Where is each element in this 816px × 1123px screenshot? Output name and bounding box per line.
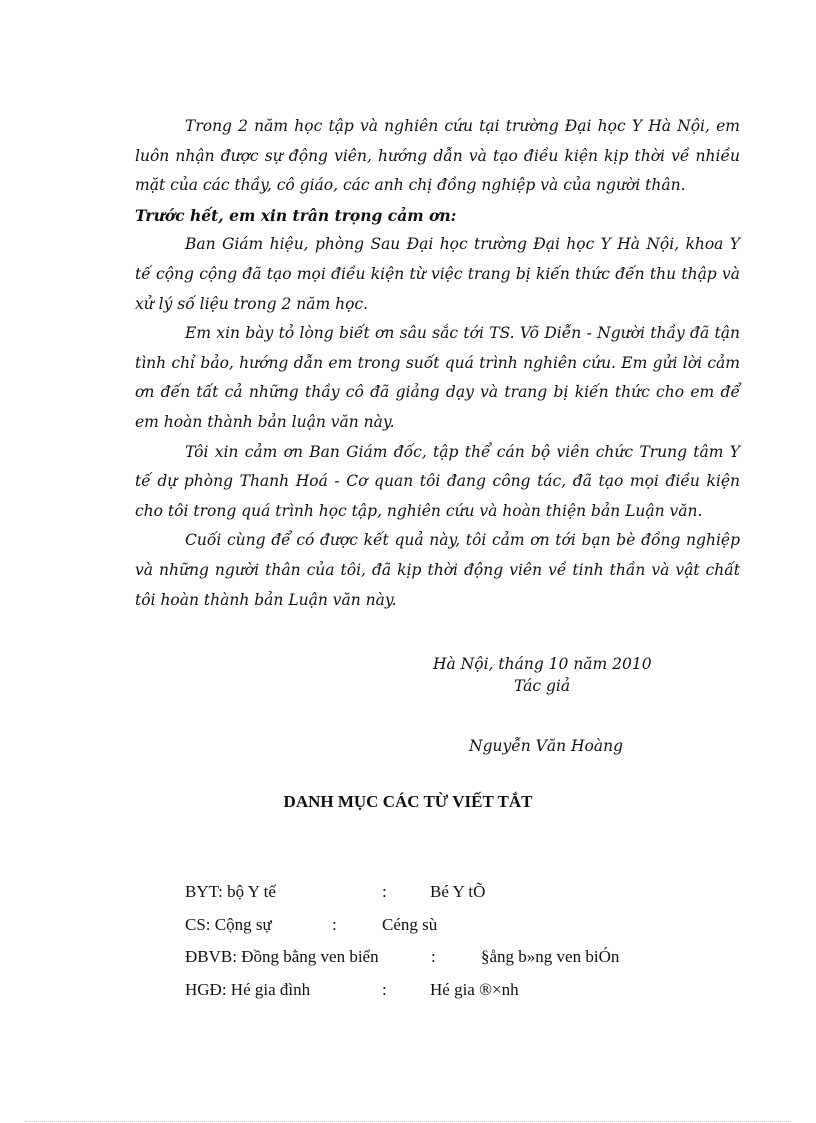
- abbreviation-term: CS: Cộng sự: [185, 914, 272, 934]
- paragraph-workplace: Tôi xin cảm ơn Ban Giám đốc, tập thể cán bộ viên chức Trung tâm Y tế dự phòng Thanh Hoá - Cơ quan tôi đang công tác, đã tạo mọi điều kiện cho tôi trong quá trình học tập, nghiên cứu và hoàn thiện bản Luận văn.: [135, 442, 740, 520]
- page-bottom-border: [25, 1121, 791, 1122]
- signature-name: Nguyễn Văn Hoàng: [469, 737, 624, 755]
- abbreviation-separator: :: [332, 914, 337, 934]
- abbreviation-row: [185, 980, 705, 1013]
- thanks-heading: Trước hết, em xin trân trọng cảm ơn:: [135, 205, 457, 225]
- abbreviation-separator: :: [382, 979, 387, 999]
- abbreviation-term: BYT: bộ Y tế: [185, 882, 276, 901]
- acknowledgement-section: [135, 112, 740, 615]
- paragraph-intro: Trong 2 năm học tập và nghiên cứu tại trường Đại học Y Hà Nội, em luôn nhận được sự động viên, hướng dẫn và tạo điều kiện kịp thời về nhiều mặt của các thầy, cô giáo, các anh chị đồng nghiệp và của người thân.: [135, 117, 740, 195]
- paragraph-school: Ban Giám hiệu, phòng Sau Đại học trường Đại học Y Hà Nội, khoa Y tế cộng cộng đã tạo mọi điều kiện từ việc trang bị kiến thức đến thu thập và xử lý số liệu trong 2 năm học.: [135, 235, 740, 313]
- abbreviation-row: [185, 915, 705, 948]
- abbreviation-separator: :: [431, 947, 436, 966]
- abbreviation-legacy-text: Hé gia ®×nh: [430, 979, 519, 999]
- abbreviation-legacy-text: Bé Y tÕ: [430, 882, 486, 901]
- abbreviation-row: [185, 947, 705, 980]
- abbreviation-term: ĐBVB: Đồng bằng ven biển: [185, 947, 379, 966]
- abbreviations-list: [185, 882, 705, 1012]
- abbreviation-legacy-text: Céng sù: [382, 914, 438, 934]
- abbreviations-title: DANH MỤC CÁC TỪ VIẾT TẮT: [283, 792, 533, 811]
- paragraph-supervisor: Em xin bày tỏ lòng biết ơn sâu sắc tới TS. Võ Diễn - Người thầy đã tận tình chỉ bảo, hướng dẫn em trong suốt quá trình nghiên cứu. Em gửi lời cảm ơn đến tất cả những thầy cô đã giảng dạy và trang bị kiến thức cho em để em hoàn thành bản luận văn này.: [135, 324, 740, 431]
- abbreviation-separator: :: [382, 882, 387, 901]
- abbreviation-term: HGĐ: Hé gia đình: [185, 979, 311, 999]
- paragraph-family: Cuối cùng để có được kết quả này, tôi cảm ơn tới bạn bè đồng nghiệp và những người thân của tôi, đã kịp thời động viên về tinh thần và vật chất tôi hoàn thành bản Luận văn này.: [135, 531, 740, 609]
- signature-role: Tác giả: [514, 677, 571, 695]
- abbreviation-legacy-text: §ång b»ng ven biÓn: [481, 947, 620, 966]
- signature-place-date: Hà Nội, tháng 10 năm 2010: [433, 655, 652, 673]
- abbreviation-row: [185, 882, 705, 915]
